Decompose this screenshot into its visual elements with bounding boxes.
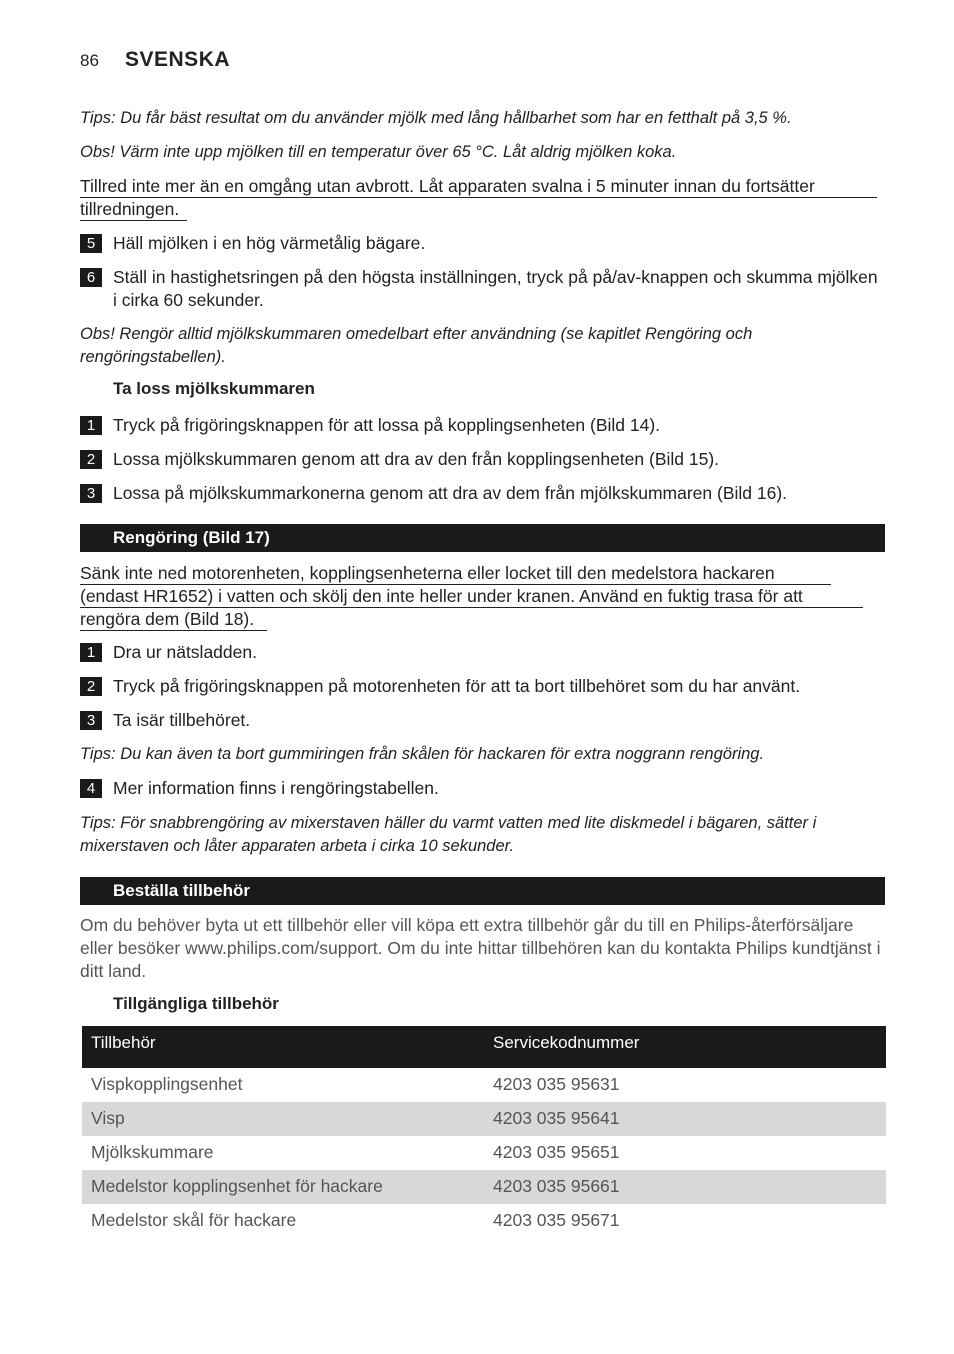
step-text: Lossa på mjölkskummarkonerna genom att dra av dem från mjölkskummaren (Bild 16).	[113, 483, 788, 503]
section-heading-bar	[80, 877, 885, 905]
body-paragraph: Om du behöver byta ut ett tillbehör eller vill köpa ett extra tillbehör går du till en Philips-återförsäljare eller besöker www.philips.com/support. Om du inte hittar tillbehören kan du kontakta Philips kundtjänst i ditt land.	[80, 915, 881, 981]
page-number: 86	[80, 51, 99, 70]
warning-line: tillredningen.	[80, 199, 180, 219]
table-cell: Medelstor skål för hackare	[91, 1210, 297, 1230]
step-item	[80, 482, 880, 505]
table-cell: Vispkopplingsenhet	[91, 1074, 243, 1094]
warning-text	[80, 562, 900, 631]
warning-underline	[80, 607, 863, 608]
step-item	[80, 777, 880, 800]
warning-line: rengöra dem (Bild 18).	[80, 609, 255, 629]
table-cell: 4203 035 95671	[493, 1210, 620, 1230]
step-text: Lossa mjölkskummaren genom att dra av den från kopplingsenheten (Bild 15).	[113, 449, 720, 469]
table-cell: Mjölkskummare	[91, 1142, 214, 1162]
table-cell: 4203 035 95661	[493, 1176, 620, 1196]
warning-underline	[80, 220, 187, 221]
step-item	[80, 232, 880, 255]
step-item	[80, 641, 880, 664]
table-cell: Visp	[91, 1108, 125, 1128]
section-heading-bar	[80, 524, 885, 552]
table-cell: 4203 035 95651	[493, 1142, 620, 1162]
language-heading: SVENSKA	[125, 48, 231, 71]
note-text: Obs! Rengör alltid mjölkskummaren omedelbart efter användning (se kapitlet Rengöring och rengöringstabellen).	[80, 325, 753, 366]
tip-text: Tips: Du kan även ta bort gummiringen från skålen för hackaren för extra noggrann rengöring.	[80, 745, 765, 763]
table-row	[82, 1204, 886, 1238]
warning-underline	[80, 630, 267, 631]
subheading: Ta loss mjölkskummaren	[113, 379, 315, 398]
warning-underline	[80, 584, 831, 585]
step-item	[80, 709, 880, 732]
section-heading: Rengöring (Bild 17)	[113, 528, 270, 547]
tip-text: Tips: Du får bäst resultat om du använder mjölk med lång hållbarhet som har en fetthalt på 3,5 %.	[80, 109, 792, 127]
step-text: Mer information finns i rengöringstabellen.	[113, 778, 439, 798]
section-heading: Beställa tillbehör	[113, 881, 250, 900]
table-row	[82, 1102, 886, 1136]
table-header	[82, 1026, 886, 1068]
table-cell: 4203 035 95641	[493, 1108, 620, 1128]
step-number: 5	[80, 234, 102, 253]
step-item	[80, 675, 880, 698]
warning-line: Sänk inte ned motorenheten, kopplingsenheterna eller locket till den medelstora hackaren	[80, 563, 775, 583]
step-text: Häll mjölken i en hög värmetålig bägare.	[113, 233, 426, 253]
table-row	[82, 1170, 886, 1204]
column-header: Tillbehör	[91, 1033, 156, 1052]
column-header: Servicekodnummer	[493, 1033, 640, 1052]
table-cell: 4203 035 95631	[493, 1074, 620, 1094]
step-number: 3	[80, 484, 102, 503]
warning-underline	[80, 197, 877, 198]
step-number: 2	[80, 677, 102, 696]
step-number: 6	[80, 268, 102, 287]
warning-line: (endast HR1652) i vatten och skölj den inte heller under kranen. Använd en fuktig trasa för att	[80, 586, 803, 606]
step-number: 2	[80, 450, 102, 469]
table-row	[82, 1068, 886, 1102]
note-text: Obs! Värm inte upp mjölken till en temperatur över 65 °C. Låt aldrig mjölken koka.	[80, 143, 677, 161]
step-text: Tryck på frigöringsknappen på motorenheten för att ta bort tillbehöret som du har använt.	[113, 676, 801, 696]
step-text: Dra ur nätsladden.	[113, 642, 257, 662]
step-text: Ta isär tillbehöret.	[113, 710, 251, 730]
step-number: 4	[80, 779, 102, 798]
step-number: 1	[80, 416, 102, 435]
step-item	[80, 448, 880, 471]
step-item	[80, 414, 880, 437]
step-text: Ställ in hastighetsringen på den högsta inställningen, tryck på på/av-knappen och skumma mjölken i cirka 60 sekunder.	[113, 267, 878, 310]
accessories-table	[82, 1026, 886, 1238]
step-item	[80, 266, 880, 312]
table-cell: Medelstor kopplingsenhet för hackare	[91, 1176, 383, 1196]
step-text: Tryck på frigöringsknappen för att lossa på kopplingsenheten (Bild 14).	[113, 415, 661, 435]
warning-text	[80, 175, 880, 221]
step-number: 3	[80, 711, 102, 730]
tip-text: Tips: För snabbrengöring av mixerstaven häller du varmt vatten med lite diskmedel i bägaren, sätter i mixerstaven och låter apparaten arbeta i cirka 10 sekunder.	[80, 814, 817, 855]
step-number: 1	[80, 643, 102, 662]
warning-line: Tillred inte mer än en omgång utan avbrott. Låt apparaten svalna i 5 minuter innan du fortsätter	[80, 176, 815, 196]
subheading: Tillgängliga tillbehör	[113, 994, 279, 1013]
table-row	[82, 1136, 886, 1170]
